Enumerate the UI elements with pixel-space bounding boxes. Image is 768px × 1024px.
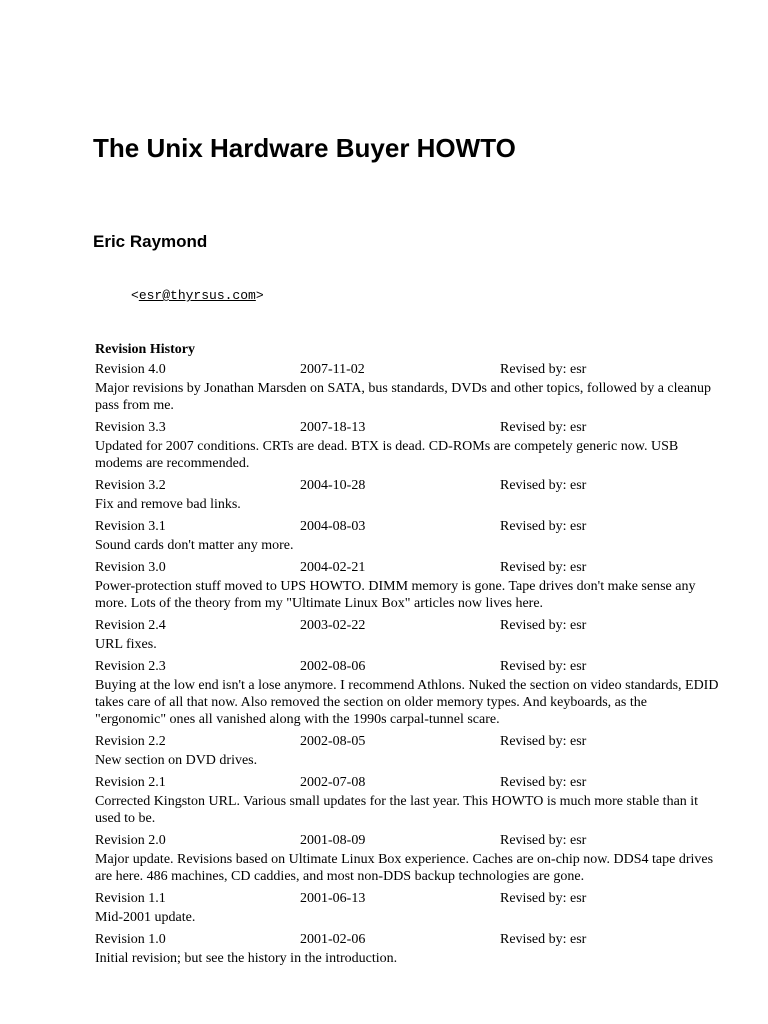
revision-description: Major revisions by Jonathan Marsden on SATA, bus standards, DVDs and other topics, followed by a cleanup pass from me. <box>95 381 711 413</box>
revision-history <box>95 340 720 970</box>
revision-number: Revision 3.3 <box>95 420 166 435</box>
revision-description: Corrected Kingston URL. Various small updates for the last year. This HOWTO is much more stable than it used to be. <box>95 794 699 826</box>
document-title: The Unix Hardware Buyer HOWTO <box>93 133 516 163</box>
revision-description: Initial revision; but see the history in the introduction. <box>95 951 398 966</box>
revision-number: Revision 2.0 <box>95 833 166 848</box>
revision-author: Revised by: esr <box>500 362 587 377</box>
revision-history-heading: Revision History <box>95 342 195 357</box>
revision-date: 2003-02-22 <box>300 618 366 633</box>
email-close-bracket: > <box>255 288 264 303</box>
revision-entry <box>95 888 720 929</box>
revision-row <box>95 656 720 677</box>
revision-date: 2007-11-02 <box>300 362 365 377</box>
revision-number: Revision 3.1 <box>95 519 166 534</box>
revision-entry <box>95 417 720 475</box>
revision-date: 2002-07-08 <box>300 775 366 790</box>
revision-date: 2002-08-06 <box>300 659 366 674</box>
revision-row <box>95 615 720 636</box>
revision-entry <box>95 830 720 888</box>
revision-author: Revised by: esr <box>500 560 587 575</box>
revision-author: Revised by: esr <box>500 775 587 790</box>
revision-author: Revised by: esr <box>500 478 587 493</box>
author-name: Eric Raymond <box>93 232 208 251</box>
revision-number: Revision 1.1 <box>95 891 166 906</box>
revision-row <box>95 516 720 537</box>
revision-row <box>95 475 720 496</box>
revision-author: Revised by: esr <box>500 519 587 534</box>
revision-date: 2001-02-06 <box>300 932 366 947</box>
revision-number: Revision 2.1 <box>95 775 166 790</box>
revision-author: Revised by: esr <box>500 833 587 848</box>
revision-entry <box>95 929 720 970</box>
revision-date: 2002-08-05 <box>300 734 366 749</box>
revision-number: Revision 3.2 <box>95 478 166 493</box>
revision-entry <box>95 656 720 731</box>
revision-entry <box>95 772 720 830</box>
revision-entry <box>95 615 720 656</box>
revision-entry <box>95 731 720 772</box>
revision-date: 2007-18-13 <box>300 420 366 435</box>
revision-description: Fix and remove bad links. <box>95 497 241 512</box>
revision-row <box>95 557 720 578</box>
revision-row <box>95 731 720 752</box>
revision-row <box>95 359 720 380</box>
revision-description: Major update. Revisions based on Ultimate Linux Box experience. Caches are on-chip now. DDS4 tape drives are here. 486 machines, CD caddies, and most non-DDS backup technologies are gone. <box>95 852 714 884</box>
author-email-line <box>131 287 264 305</box>
revision-entry <box>95 475 720 516</box>
revision-entry <box>95 359 720 417</box>
revision-row <box>95 830 720 851</box>
revision-description: Mid-2001 update. <box>95 910 196 925</box>
revision-description: URL fixes. <box>95 637 157 652</box>
revision-description: Sound cards don't matter any more. <box>95 538 294 553</box>
revision-description: New section on DVD drives. <box>95 753 258 768</box>
revision-number: Revision 2.2 <box>95 734 166 749</box>
revision-row <box>95 417 720 438</box>
revision-author: Revised by: esr <box>500 891 587 906</box>
revision-number: Revision 2.4 <box>95 618 166 633</box>
revision-entry <box>95 516 720 557</box>
email-open-bracket: < <box>131 288 139 303</box>
revision-number: Revision 4.0 <box>95 362 166 377</box>
revision-description: Power-protection stuff moved to UPS HOWTO. DIMM memory is gone. Tape drives don't make sense any more. Lots of the theory from my "Ultimate Linux Box" articles now lives here. <box>95 579 696 611</box>
author-email-link[interactable]: esr@thyrsus.com <box>138 288 256 303</box>
revision-entry <box>95 557 720 615</box>
revision-author: Revised by: esr <box>500 932 587 947</box>
revision-number: Revision 2.3 <box>95 659 166 674</box>
revision-date: 2001-08-09 <box>300 833 366 848</box>
revision-date: 2004-08-03 <box>300 519 366 534</box>
revision-author: Revised by: esr <box>500 420 587 435</box>
revision-date: 2004-10-28 <box>300 478 366 493</box>
revision-number: Revision 1.0 <box>95 932 166 947</box>
revision-author: Revised by: esr <box>500 734 587 749</box>
revision-description: Buying at the low end isn't a lose anymore. I recommend Athlons. Nuked the section on video standards, EDID takes care of all that now. Also removed the section on older memory types. And keyboards, as the "ergonomic" ones all vanished along with the 1990s carpal-tunnel scare. <box>95 678 719 727</box>
revision-row <box>95 888 720 909</box>
revision-description: Updated for 2007 conditions. CRTs are dead. BTX is dead. CD-ROMs are competely generic now. USB modems are recommended. <box>95 439 679 471</box>
revision-row <box>95 929 720 950</box>
revision-date: 2001-06-13 <box>300 891 366 906</box>
revision-date: 2004-02-21 <box>300 560 366 575</box>
revision-author: Revised by: esr <box>500 618 587 633</box>
revision-number: Revision 3.0 <box>95 560 166 575</box>
revision-row <box>95 772 720 793</box>
revision-author: Revised by: esr <box>500 659 587 674</box>
